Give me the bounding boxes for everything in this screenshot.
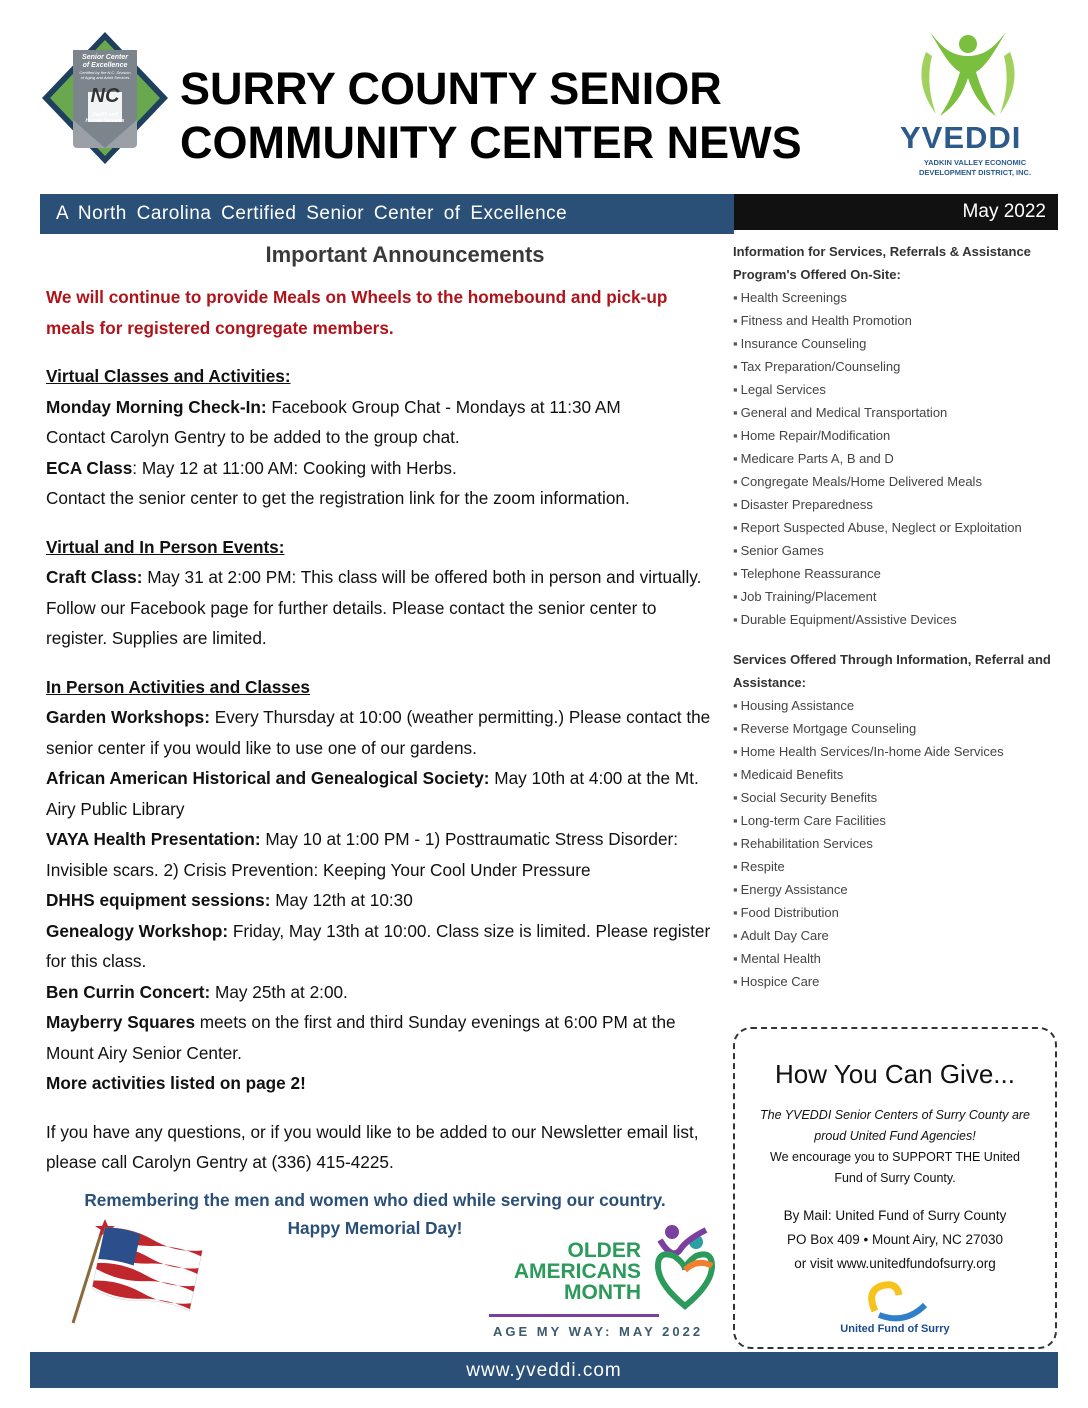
main-content — [46, 282, 716, 1178]
virtual-classes-heading: Virtual Classes and Activities: — [46, 366, 291, 386]
list-item: ▪ Disaster Preparedness — [733, 493, 1063, 516]
badge-text-7: Human Services — [85, 118, 125, 124]
list-item: ▪ Telephone Reassurance — [733, 562, 1063, 585]
oam-line-1: OLDER — [567, 1239, 641, 1262]
list-item: ▪ Rehabilitation Services — [733, 832, 1063, 855]
activity-item — [46, 824, 716, 885]
activity-label: Garden Workshops: — [46, 707, 210, 727]
activity-text: Every Thursday at 10:00 (weather permitting.) Please contact the senior center if you would like to use one of our gardens. — [46, 707, 711, 758]
services-sidebar — [733, 240, 1063, 993]
footer-bar — [30, 1352, 1058, 1388]
activity-label: DHHS equipment sessions: — [46, 890, 271, 910]
monday-label: Monday Morning Check-In: — [46, 396, 267, 417]
united-fund-logo-text: United Fund of Surry — [840, 1323, 950, 1335]
yveddi-fullname: YADKIN VALLEY ECONOMIC DEVELOPMENT DISTRICT, INC. — [918, 158, 1032, 177]
info-heading: Information for Services, Referrals & Assistance — [733, 244, 1031, 259]
activity-label: Mayberry Squares — [46, 1012, 196, 1032]
craft-text: May 31 at 2:00 PM: This class will be offered both in person and virtually. Follow our Facebook page for further details. Please contact the senior center to register. Supplies are limited. — [46, 567, 702, 648]
list-item: ▪ Home Repair/Modification — [733, 424, 1063, 447]
activity-text: Friday, May 13th at 10:00. Class size is limited. Please register for this class. — [46, 920, 711, 971]
activity-item — [46, 916, 716, 977]
give-mail-info — [755, 1204, 1035, 1276]
mail-line-1: By Mail: United Fund of Surry County — [783, 1208, 1007, 1223]
list-item: ▪ Congregate Meals/Home Delivered Meals — [733, 470, 1063, 493]
activity-text: May 25th at 2:00. — [210, 981, 348, 1002]
title-line-2: COMMUNITY CENTER NEWS — [180, 117, 802, 168]
activity-text: May 10 at 1:00 PM - 1) Posttraumatic Stress Disorder: Invisible scars. 2) Crisis Prevention: Keeping Your Cool Under Pressure — [46, 829, 679, 880]
oam-title — [511, 1240, 641, 1303]
list-item: ▪ Energy Assistance — [733, 878, 1063, 901]
referral-heading: Services Offered Through Information, Referral and Assistance: — [733, 652, 1051, 690]
eca-text: : May 12 at 11:00 AM: Cooking with Herbs. — [132, 457, 457, 478]
how-you-can-give-box — [733, 1027, 1057, 1349]
list-item: ▪ Tax Preparation/Counseling — [733, 355, 1063, 378]
monday-text: Facebook Group Chat - Mondays at 11:30 AM — [266, 396, 621, 417]
give-support-text: We encourage you to SUPPORT THE United Fund of Surry County. — [770, 1150, 1020, 1185]
issue-date: May 2022 — [962, 201, 1046, 222]
memorial-line-1: Remembering the men and women who died while serving our country. — [84, 1190, 666, 1210]
monday-checkin — [46, 392, 716, 423]
mail-line-2: PO Box 409 • Mount Airy, NC 27030 — [786, 1232, 1004, 1247]
oam-heart-icon — [650, 1220, 720, 1310]
yveddi-logo — [888, 32, 1048, 182]
oam-line-2: AMERICANS — [513, 1260, 641, 1283]
list-item: ▪ Medicaid Benefits — [733, 763, 1063, 786]
list-item: ▪ Home Health Services/In-home Aide Services — [733, 740, 1063, 763]
oam-line-3: MONTH — [564, 1281, 641, 1304]
give-italic-text: The YVEDDI Senior Centers of Surry County are proud United Fund Agencies! — [759, 1108, 1031, 1143]
list-item: ▪ Report Suspected Abuse, Neglect or Exploitation — [733, 516, 1063, 539]
date-banner — [734, 194, 1058, 230]
list-item: ▪ Mental Health — [733, 947, 1063, 970]
activity-item — [46, 1007, 716, 1068]
activity-item — [46, 763, 716, 824]
activity-item — [46, 885, 716, 916]
activity-label: Genealogy Workshop: — [46, 920, 229, 941]
older-americans-month-logo — [485, 1220, 725, 1340]
activity-label: VAYA Health Presentation: — [46, 829, 261, 849]
list-item: ▪ Health Screenings — [733, 286, 1063, 309]
oam-tagline: AGE MY WAY: MAY 2022 — [493, 1324, 704, 1339]
title-line-1: SURRY COUNTY SENIOR — [180, 63, 722, 114]
badge-text-1: Senior Center — [82, 54, 128, 61]
list-item: ▪ Respite — [733, 855, 1063, 878]
american-flag-icon — [55, 1215, 205, 1325]
badge-nc: NC — [90, 85, 120, 107]
questions-text: If you have any questions, or if you would like to be added to our Newsletter email list, please call Carolyn Gentry at (336) 415-4225. — [46, 1121, 699, 1172]
list-item: ▪ General and Medical Transportation — [733, 401, 1063, 424]
list-item: ▪ Senior Games — [733, 539, 1063, 562]
craft-class — [46, 562, 716, 654]
list-item: ▪ Fitness and Health Promotion — [733, 309, 1063, 332]
list-item: ▪ Reverse Mortgage Counseling — [733, 717, 1063, 740]
list-item: ▪ Food Distribution — [733, 901, 1063, 924]
badge-text-6: Health and — [92, 112, 118, 118]
announcements-heading: Important Announcements — [265, 242, 545, 267]
list-item: ▪ Legal Services — [733, 378, 1063, 401]
badge-text-2: of Excellence — [82, 62, 128, 69]
tagline-banner — [40, 194, 734, 234]
eca-contact: Contact the senior center to get the registration link for the zoom information. — [46, 488, 630, 508]
activity-label: African American Historical and Genealogical Society: — [46, 768, 490, 788]
list-item: ▪ Medicare Parts A, B and D — [733, 447, 1063, 470]
eca-label: ECA Class — [46, 457, 133, 478]
badge-text-3: Certified by the N.C. Division — [79, 70, 131, 75]
inperson-heading: In Person Activities and Classes — [46, 676, 310, 697]
senior-center-excellence-badge — [40, 30, 170, 170]
memorial-line-2: Happy Memorial Day! — [287, 1218, 463, 1238]
mail-line-3[interactable]: or visit www.unitedfundofsurry.org — [794, 1256, 996, 1271]
list-item: ▪ Job Training/Placement — [733, 585, 1063, 608]
list-item: ▪ Hospice Care — [733, 970, 1063, 993]
yveddi-name: YVEDDI — [900, 120, 1022, 155]
activity-item — [46, 702, 716, 763]
list-item: ▪ Social Security Benefits — [733, 786, 1063, 809]
virtual-inperson-heading: Virtual and In Person Events: — [46, 536, 285, 557]
list-item: ▪ Adult Day Care — [733, 924, 1063, 947]
onsite-heading: Program's Offered On-Site: — [733, 267, 901, 282]
monday-contact: Contact Carolyn Gentry to be added to the group chat. — [46, 427, 460, 447]
footer-url[interactable]: www.yveddi.com — [466, 1360, 622, 1381]
tagline: A North Carolina Certified Senior Center of Excellence — [56, 203, 568, 224]
list-item: ▪ Housing Assistance — [733, 694, 1063, 717]
list-item: ▪ Long-term Care Facilities — [733, 809, 1063, 832]
list-item: ▪ Insurance Counseling — [733, 332, 1063, 355]
activity-item — [46, 977, 716, 1008]
activity-label: More activities listed on page 2! — [46, 1073, 306, 1093]
activity-label: Ben Currin Concert: — [46, 981, 211, 1002]
united-fund-logo — [835, 1281, 955, 1341]
activity-text: meets on the first and third Sunday evenings at 6:00 PM at the Mount Airy Senior Center. — [46, 1012, 676, 1063]
give-title: How You Can Give... — [775, 1059, 1015, 1089]
activity-text: May 12th at 10:30 — [270, 890, 413, 910]
newsletter-title — [180, 62, 880, 170]
badge-text-4: of Aging and Adult Services — [80, 75, 130, 80]
list-item: ▪ Durable Equipment/Assistive Devices — [733, 608, 1063, 631]
craft-label: Craft Class: — [46, 567, 143, 587]
oam-divider — [489, 1314, 659, 1317]
eca-class — [46, 453, 716, 484]
activity-text: May 10th at 4:00 at the Mt. Airy Public Library — [46, 768, 699, 819]
meals-notice: We will continue to provide Meals on Wheels to the homebound and pick-up meals for registered congregate members. — [46, 287, 668, 338]
activity-item — [46, 1068, 716, 1099]
